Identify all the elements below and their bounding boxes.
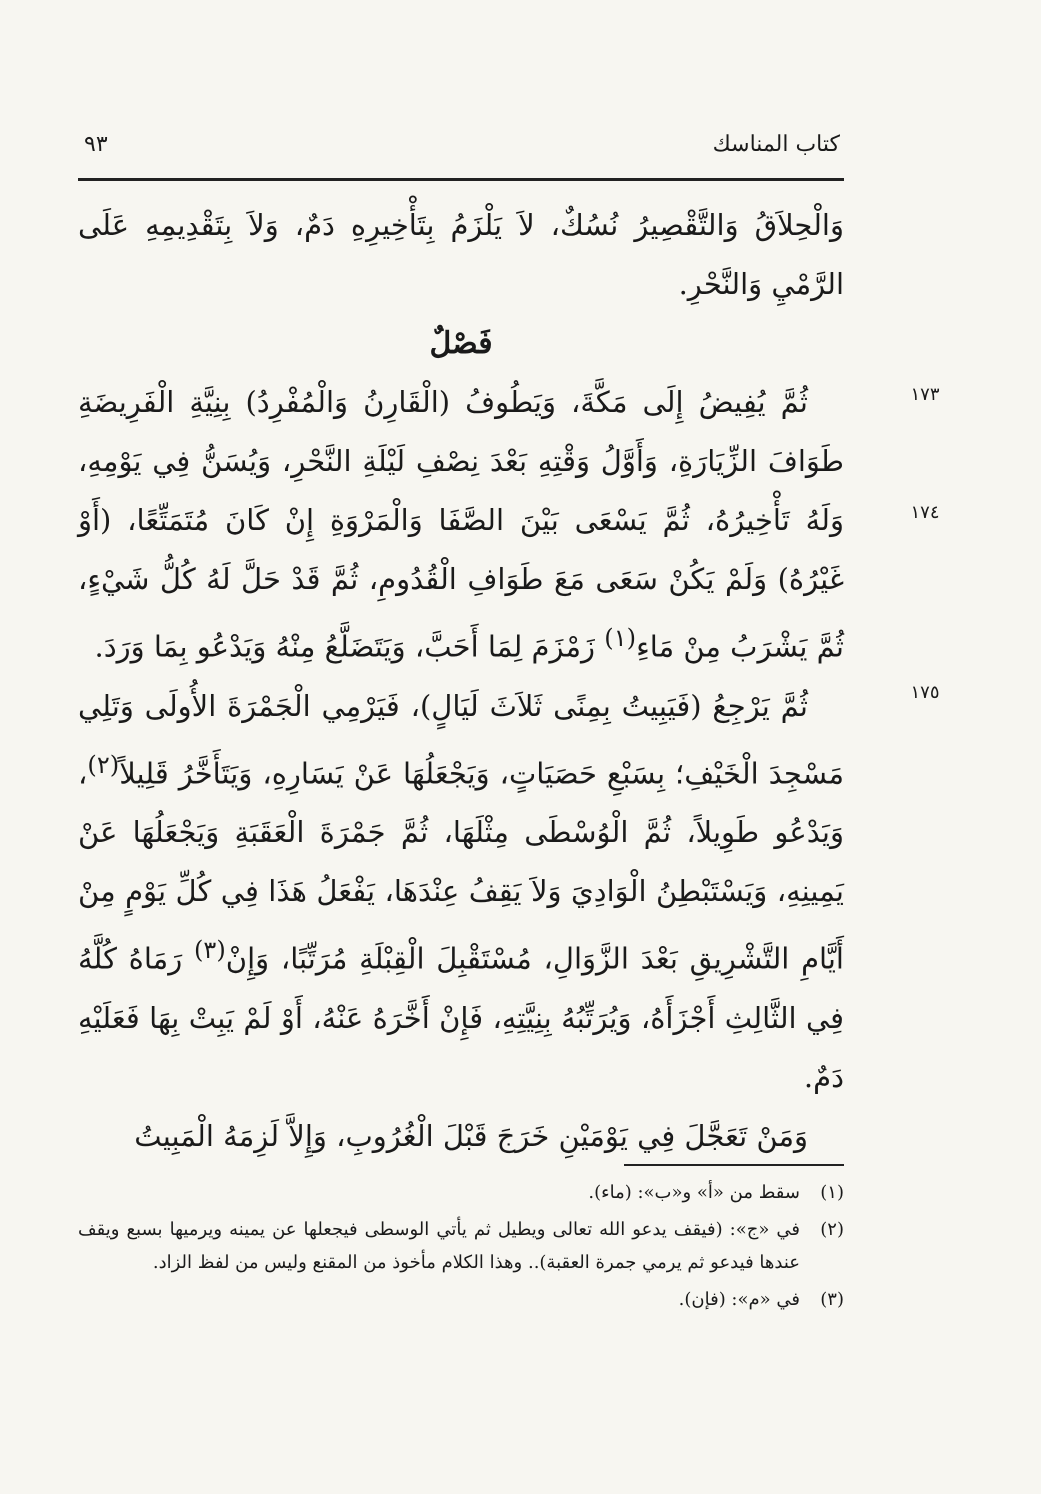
page-header (80, 128, 840, 176)
footnote-text: في «م»: (فإن). (678, 1289, 800, 1310)
footnote-ref: (١) (604, 624, 637, 652)
footnote (78, 1213, 844, 1279)
paragraph: وَالْحِلاَقُ وَالتَّقْصِيرُ نُسُكٌ، لاَ يَلْزَمُ بِتَأْخِيرِهِ دَمٌ، وَلاَ بِتَقْدِيمِهِ عَلَى الرَّمْيِ وَالنَّحْرِ. (78, 208, 844, 301)
footnote (78, 1176, 844, 1209)
section-number: ١٧٣ (910, 384, 940, 405)
footnote-ref: (٢) (87, 750, 120, 779)
book-title: كتاب المناسك (712, 132, 840, 157)
paragraph (78, 373, 844, 677)
footnote-text: سقط من «أ» و«ب»: (ماء). (588, 1182, 800, 1203)
main-text (78, 196, 844, 1166)
footnote-number: (٢) (820, 1219, 844, 1240)
section-number: ١٧٤ (910, 502, 940, 523)
footnote-number: (٣) (820, 1289, 844, 1310)
paragraph-text: ، وَيَدْعُو طَوِيلاً، ثُمَّ الْوُسْطَى مِثْلَهَا، ثُمَّ جَمْرَةَ الْعَقَبَةِ وَيَجْعَلُهَا عَنْ يَمِينِهِ، وَيَسْتَبْطِنُ الْوَادِيَ وَلاَ يَقِفُ عِنْدَهَا، يَفْعَلُ هَذَا فِي كُلِّ يَوْمٍ مِنْ أَيَّامِ التَّشْرِيقِ بَعْدَ الزَّوَالِ، مُسْتَقْبِلَ الْقِبْلَةِ مُرَتِّبًا، وَإِنْ (78, 756, 844, 976)
paragraph (78, 677, 844, 1107)
footnote-ref: (٣) (193, 936, 226, 965)
paragraph-text: ثُمَّ يُفِيضُ إِلَى مَكَّةَ، وَيَطُوفُ (الْقَارِنُ وَالْمُفْرِدُ) بِنِيَّةِ الْفَرِيضَةِ طَوَافَ الزِّيَارَةِ، وَأَوَّلُ وَقْتِهِ بَعْدَ نِصْفِ لَيْلَةِ النَّحْرِ، وَيُسَنُّ فِي يَوْمِهِ، وَلَهُ تَأْخِيرُهُ، ثُمَّ يَسْعَى بَيْنَ الصَّفَا وَالْمَرْوَةِ إِنْ كَانَ مُتَمَتِّعًا، (أَوْ غَيْرُهُ) وَلَمْ يَكُنْ سَعَى مَعَ طَوَافِ الْقُدُومِ، ثُمَّ قَدْ حَلَّ لَهُ كُلُّ شَيْءٍ، ثُمَّ يَشْرَبُ مِنْ مَاءِ (78, 385, 844, 664)
footnote-text: في «ج»: (فيقف يدعو الله تعالى ويطيل ثم يأتي الوسطى فيجعلها عن يمينه ويرميها بسبع ويقف عندها فيدعو ثم يرمي جمرة العقبة).. وهذا الكلام مأخوذ من المقنع وليس من لفظ الزاد. (78, 1219, 800, 1273)
header-rule (78, 178, 844, 181)
paragraph: وَمَنْ تَعَجَّلَ فِي يَوْمَيْنِ خَرَجَ قَبْلَ الْغُرُوبِ، وَإِلاَّ لَزِمَهُ الْمَبِيتُ (134, 1118, 808, 1153)
footnotes (78, 1176, 844, 1320)
section-number: ١٧٥ (910, 682, 940, 703)
paragraph-text: ثُمَّ يَرْجِعُ (فَيَبِيتُ بِمِنًى ثَلاَثَ لَيَالٍ)، فَيَرْمِي الْجَمْرَةَ الأُولَى وَتَلِي مَسْجِدَ الْخَيْفِ؛ بِسَبْعِ حَصَيَاتٍ، وَيَجْعَلُهَا عَنْ يَسَارِهِ، وَيَتَأَخَّرُ قَلِيلاً (78, 688, 844, 791)
paragraph-text: زَمْزَمَ لِمَا أَحَبَّ، وَيَتَضَلَّعُ مِنْهُ وَيَدْعُو بِمَا وَرَدَ. (94, 629, 605, 664)
paragraph-text: رَمَاهُ كُلَّهُ فِي الثَّالِثِ أَجْزَأَهُ، وَيُرَتِّبُهُ بِنِيَّتِهِ، فَإِنْ أَخَّرَهُ عَنْهُ، أَوْ لَمْ يَبِتْ بِهَا فَعَلَيْهِ دَمٌ. (78, 941, 844, 1094)
footnote (78, 1283, 844, 1316)
page-number: ٩٣ (84, 132, 108, 157)
footnote-number: (١) (820, 1182, 844, 1203)
section-heading: فَصْلٌ (429, 326, 493, 361)
footnote-rule (624, 1164, 844, 1166)
